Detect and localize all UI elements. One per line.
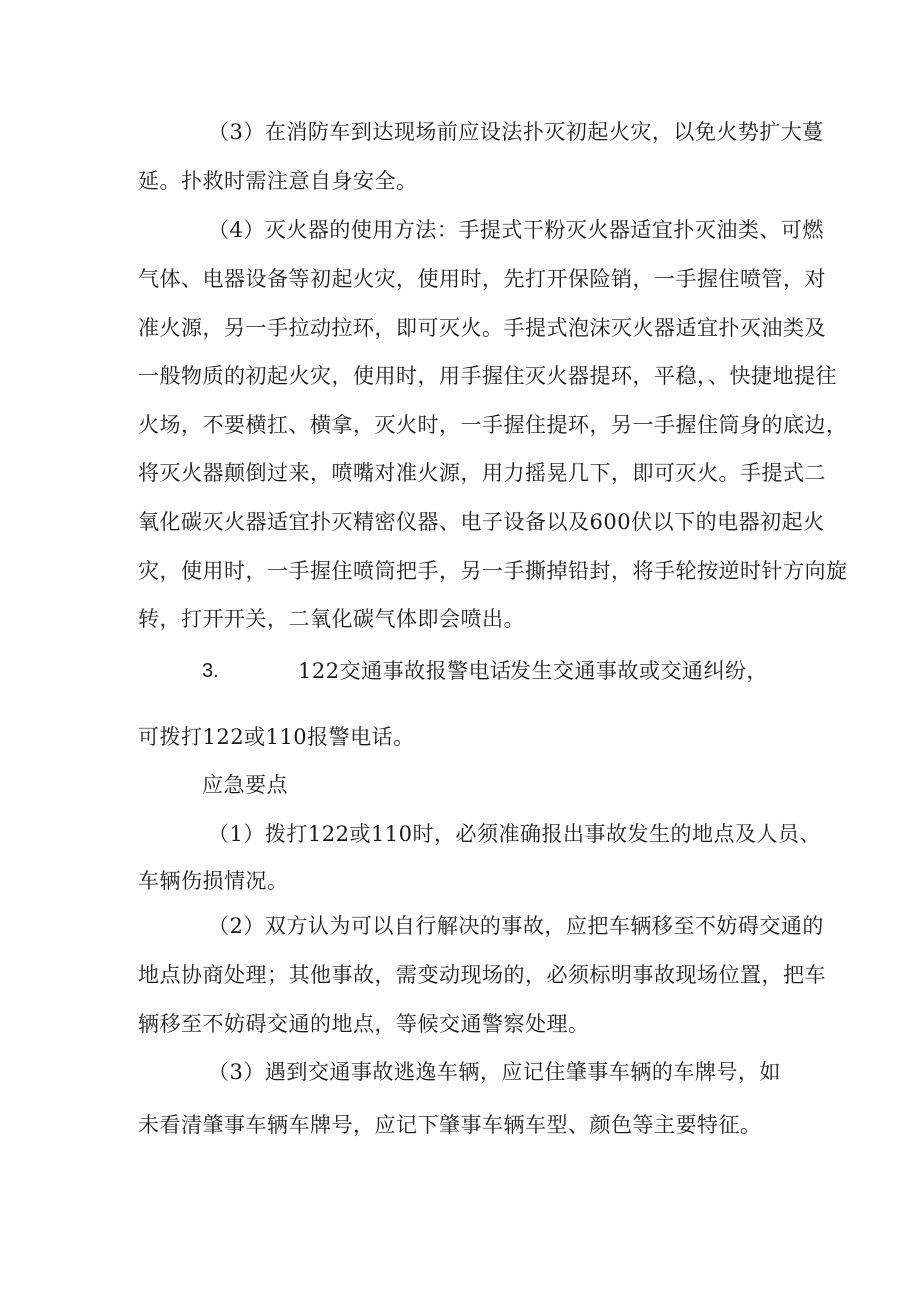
item3-line-2: 未看清肇事车辆车牌号，应记下肇事车辆车型、颜色等主要特征。 [138,1113,762,1137]
section3-text: 发生交通事故或交通纠纷， [510,659,768,683]
item1-line-1: （1）拨打122或110时，必须准确报出事故发生的地点及人员、 [208,822,822,846]
item2-line-2: 地点协商处理；其他事故，需变动现场的，必须标明事故现场位置，把车 [138,963,826,987]
para4-line-6: 将灭火器颠倒过来，喷嘴对准火源，用力摇晃几下，即可灭火。手提式二 [138,461,826,485]
section3-title: 122交通事故报警电话 [298,659,512,683]
section3-continuation: 可拨打122或110报警电话。 [138,725,415,749]
para3-line-2: 延。扑救时需注意自身安全。 [138,169,418,193]
section3-number: 3. [202,660,219,682]
item2-line-3: 辆移至不妨碍交通的地点，等候交通警察处理。 [138,1012,590,1036]
para4-line-7: 氧化碳灭火器适宜扑灭精密仪器、电子设备以及600伏以下的电器初起火 [138,510,825,534]
para4-line-4: 一般物质的初起火灾，使用时，用手握住灭火器提环，平稳，、快捷地提往 [138,364,837,388]
para3-line-1: （3）在消防车到达现场前应设法扑灭初起火灾，以免火势扩大蔓 [208,120,824,144]
para4-line-2: 气体、电器设备等初起火灾，使用时，先打开保险销，一手握住喷管，对 [138,267,826,291]
item3-line-1: （3）遇到交通事故逃逸车辆，应记住肇事车辆的车牌号，如 [208,1060,781,1084]
para4-line-1: （4）灭火器的使用方法：手提式干粉灭火器适宜扑灭油类、可燃 [208,218,824,242]
para4-line-3: 准火源，另一手拉动拉环，即可灭火。手提式泡沫灭火器适宜扑灭油类及 [138,316,826,340]
key-points-heading: 应急要点 [202,773,288,797]
item2-line-1: （2）双方认为可以自行解决的事故，应把车辆移至不妨碍交通的 [208,914,824,938]
para4-line-9: 转，打开开关，二氧化碳气体即会喷出。 [138,607,525,631]
para4-line-8: 灾，使用时，一手握住喷筒把手，另一手撕掉铅封，将手轮按逆时针方向旋 [138,559,848,583]
item1-line-2: 车辆伤损情况。 [138,869,289,893]
para4-line-5: 火场，不要横扛、横拿，灭火时，一手握住提环，另一手握住筒身的底边， [138,413,848,437]
